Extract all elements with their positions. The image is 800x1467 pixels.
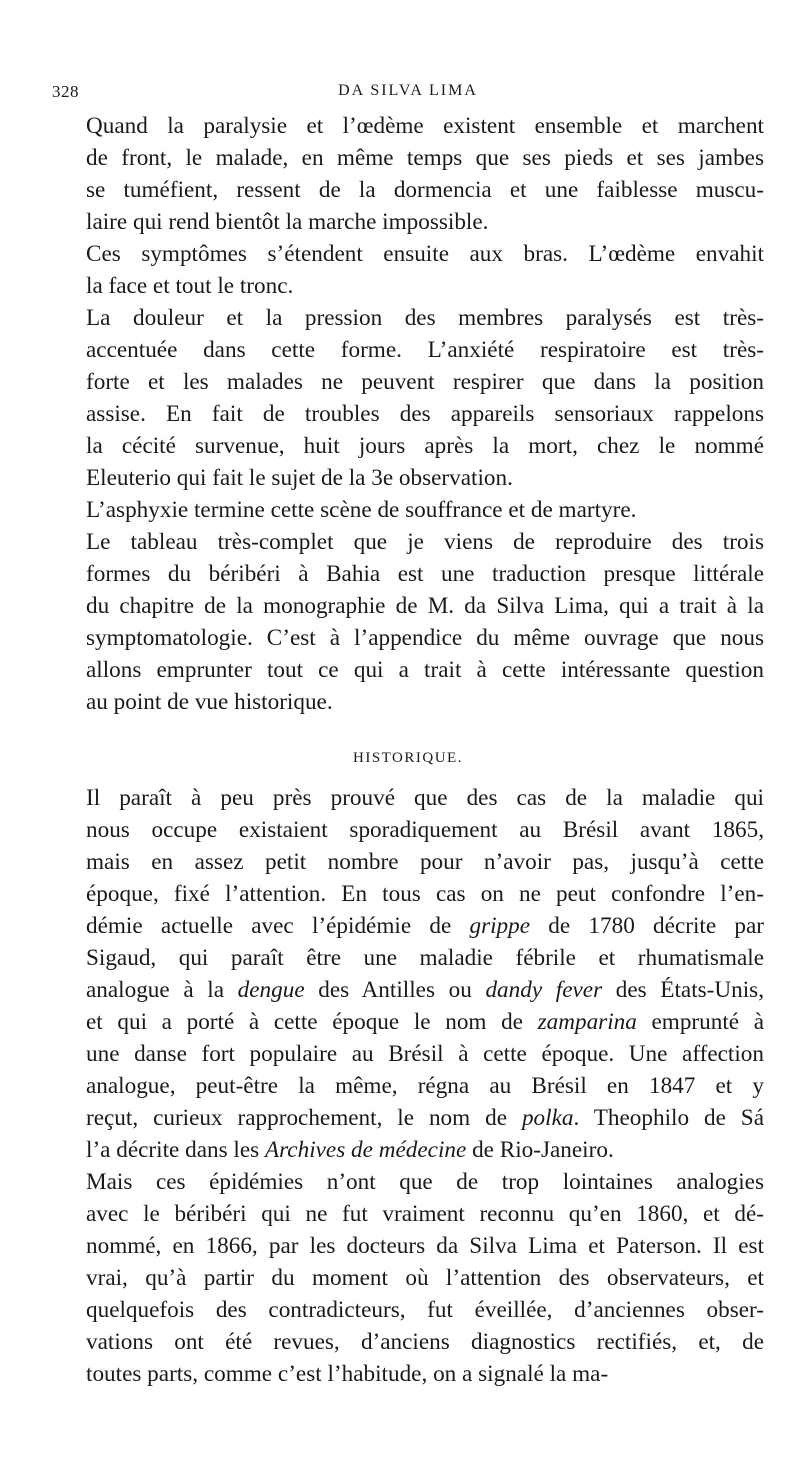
page-number: 328 xyxy=(52,82,79,101)
italic-term: dengue xyxy=(237,977,305,1003)
body-text xyxy=(52,110,764,1390)
italic-term: Archives de médecine xyxy=(264,1137,467,1163)
paragraph xyxy=(52,782,764,1166)
text-line: forte et les malades ne peuvent respirer que dans la position xyxy=(86,369,764,395)
text-line: quelquefois des contradicteurs, fut éveillée, d’anciennes obser- xyxy=(86,1297,764,1323)
text-line: Mais ces épidémies n’ont que de trop lointaines analogies xyxy=(86,1169,764,1195)
text-line: Quand la paralysie et l’œdème existent ensemble et marchent xyxy=(86,113,764,139)
text-line: vations ont été revues, d’anciens diagnostics rectifiés, et, de xyxy=(86,1329,764,1355)
italic-term: dandy fever xyxy=(485,977,603,1003)
text-line: toutes parts, comme c’est l’habitude, on a signalé la ma- xyxy=(86,1361,609,1387)
text-line: allons emprunter tout ce qui a trait à cette intéressante question xyxy=(86,657,764,683)
text-line: analogue, peut-être la même, régna au Brésil en 1847 et y xyxy=(86,1073,764,1099)
text-line: assise. En fait de troubles des appareils sensoriaux rappelons xyxy=(86,401,764,427)
text-line: Eleuterio qui fait le sujet de la 3e observation. xyxy=(86,465,513,491)
text-line: démie actuelle avec l’épidémie de grippe de 1780 décrite par xyxy=(86,913,764,939)
text-line: se tuméfient, ressent de la dormencia et une faiblesse muscu- xyxy=(86,177,764,203)
italic-term: polka xyxy=(521,1105,574,1131)
text-line: L’asphyxie termine cette scène de souffrance et de martyre. xyxy=(86,497,637,523)
text-line: formes du béribéri à Bahia est une traduction presque littérale xyxy=(86,561,764,587)
section-heading: HISTORIQUE. xyxy=(353,750,463,766)
text-line: la face et tout le tronc. xyxy=(86,273,294,299)
text-line: nous occupe existaient sporadiquement au Brésil avant 1865, xyxy=(86,817,764,843)
text-line: symptomatologie. C’est à l’appendice du même ouvrage que nous xyxy=(86,625,764,651)
running-head xyxy=(52,82,764,106)
italic-term: grippe xyxy=(469,913,531,939)
text-line: du chapitre de la monographie de M. da Silva Lima, qui a trait à la xyxy=(86,593,764,619)
text-line: vrai, qu’à partir du moment où l’attention des observateurs, et xyxy=(86,1265,764,1291)
text-line: avec le béribéri qui ne fut vraiment reconnu qu’en 1860, et dé- xyxy=(86,1201,764,1227)
paragraph xyxy=(52,302,764,494)
text-line: mais en assez petit nombre pour n’avoir pas, jusqu’à cette xyxy=(86,849,764,875)
text-line: La douleur et la pression des membres paralysés est très- xyxy=(86,305,764,331)
text-line: accentuée dans cette forme. L’anxiété respiratoire est très- xyxy=(86,337,764,363)
paragraph xyxy=(52,494,764,526)
text-line: laire qui rend bientôt la marche impossible. xyxy=(86,209,489,235)
text-line: Sigaud, qui paraît être une maladie fébrile et rhumatismale xyxy=(86,945,764,971)
text-line: nommé, en 1866, par les docteurs da Silva Lima et Paterson. Il est xyxy=(86,1233,764,1259)
italic-term: zamparina xyxy=(537,1009,637,1035)
text-line: la cécité survenue, huit jours après la mort, chez le nommé xyxy=(86,433,764,459)
text-line: Le tableau très-complet que je viens de reproduire des trois xyxy=(86,529,764,555)
paragraph xyxy=(52,1166,764,1390)
text-line: Il paraît à peu près prouvé que des cas de la maladie qui xyxy=(86,785,764,811)
paragraph xyxy=(52,526,764,718)
text-line: de front, le malade, en même temps que ses pieds et ses jambes xyxy=(86,145,764,171)
text-line: analogue à la dengue des Antilles ou dandy fever des États-Unis, xyxy=(86,977,764,1003)
text-line: et qui a porté à cette époque le nom de zamparina emprunté à xyxy=(86,1009,764,1035)
text-line: époque, fixé l’attention. En tous cas on ne peut confondre l’en- xyxy=(86,881,764,907)
paragraph xyxy=(52,238,764,302)
text-line: Ces symptômes s’étendent ensuite aux bras. L’œdème envahit xyxy=(86,241,764,267)
text-line: reçut, curieux rapprochement, le nom de polka. Theophilo de Sá xyxy=(86,1105,764,1131)
text-line: une danse fort populaire au Brésil à cette époque. Une affection xyxy=(86,1041,764,1067)
paragraph xyxy=(52,110,764,238)
text-line: au point de vue historique. xyxy=(86,689,333,715)
running-title: DA SILVA LIMA xyxy=(338,82,478,99)
paragraphs-after xyxy=(52,782,764,1390)
paragraphs-before xyxy=(52,110,764,718)
text-line: l’a décrite dans les Archives de médecine de Rio-Janeiro. xyxy=(86,1137,614,1163)
